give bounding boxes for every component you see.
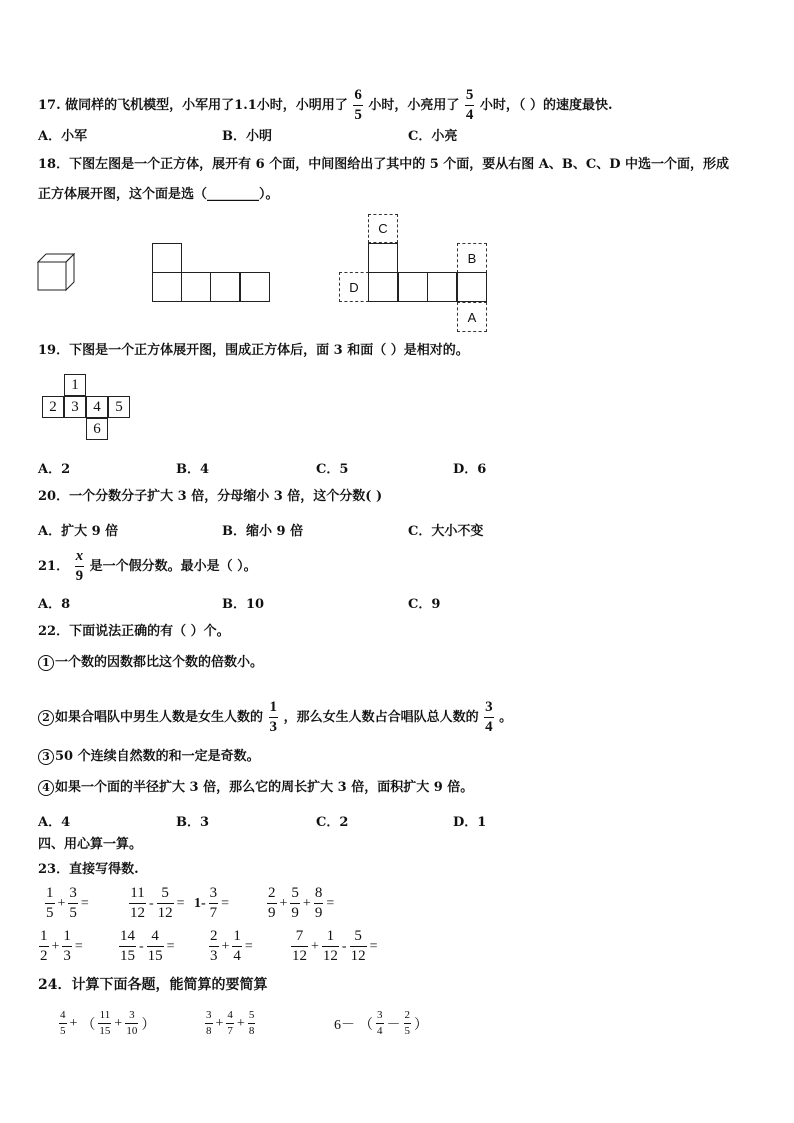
net-face — [368, 272, 398, 302]
q23-expr-7: $\frac{2}{3}$ + $\frac{1}{4}$ = — [210, 928, 253, 964]
face-6: 6 — [86, 418, 108, 440]
section-4-heading: 四、用心算一算。 — [38, 837, 143, 852]
net-face — [152, 272, 182, 302]
q20-stem: 20．一个分数分子扩大 3 倍，分母缩小 3 倍，这个分数( ) — [38, 489, 383, 504]
q24-title: 24．计算下面各题，能简算的要简算 — [38, 977, 268, 993]
statement-marker: 3 — [38, 749, 54, 765]
q22-statement-2: 2 如果合唱队中男生人数是女生人数的 $\frac{1}{3}$ ，那么女生人数占合唱队总人数的 $\frac{3}{4}$ 。 — [38, 700, 512, 735]
q17-fraction-1: $\frac{6}{5}$ — [354, 87, 362, 123]
q17-option-a[interactable]: A．小军 — [38, 129, 88, 144]
statement-marker: 1 — [38, 655, 54, 671]
face-1: 1 — [64, 374, 86, 396]
q17-option-b[interactable]: B．小明 — [222, 129, 272, 144]
net-face — [181, 272, 211, 302]
q18-stem-line1: 18．下图左图是一个正方体，展开有 6 个面，中间图给出了其中的 5 个面，要从右图 A、B、C、D 中选一个面，形成 — [38, 157, 730, 172]
q22-option-c[interactable]: C．2 — [316, 815, 349, 830]
q22-statement-3: 3 50 个连续自然数的和一定是奇数。 — [38, 748, 260, 766]
q22-option-b[interactable]: B．3 — [176, 815, 210, 830]
q19-option-b[interactable]: B．4 — [176, 462, 210, 477]
statement-marker: 2 — [38, 710, 54, 726]
q24-calc-2: $\frac{3}{8}$ + $\frac{4}{7}$ + $\frac{5}{8}$ — [206, 1009, 255, 1037]
q23-expr-5: $\frac{1}{2}$ + $\frac{1}{3}$ = — [40, 928, 83, 964]
q21-number: 21． — [38, 559, 70, 574]
q21-fraction: $\frac{x}{9}$ — [75, 548, 84, 584]
q23-title: 23．直接写得数. — [38, 862, 139, 877]
face-5: 5 — [108, 396, 130, 418]
statement-marker: 4 — [38, 780, 54, 796]
face-3: 3 — [64, 396, 86, 418]
q23-expr-4: $\frac{2}{9}$ + $\frac{5}{9}$ + $\frac{8}{9}$ = — [268, 885, 335, 921]
candidate-face-d[interactable]: D — [339, 272, 369, 302]
candidate-face-c[interactable]: C — [368, 214, 398, 243]
q20-option-a[interactable]: A．扩大 9 倍 — [38, 524, 119, 539]
cube-figure — [36, 252, 78, 294]
q17-stem — [38, 88, 612, 123]
candidate-face-a[interactable]: A — [457, 302, 487, 332]
q21-stem — [38, 549, 257, 584]
q22-stem: 22．下面说法正确的有（ ）个。 — [38, 624, 230, 639]
q17-text-b: 小时，小亮用了 — [368, 98, 460, 113]
q23-expr-3: 1- $\frac{3}{7}$ = — [194, 885, 230, 921]
q23-expr-6: $\frac{14}{15}$ - $\frac{4}{15}$ = — [120, 928, 175, 964]
q23-expr-2: $\frac{11}{12}$ - $\frac{5}{12}$ = — [130, 885, 185, 921]
q21-option-c[interactable]: C．9 — [408, 597, 441, 612]
q22-option-a[interactable]: A．4 — [38, 815, 71, 830]
face-2: 2 — [42, 396, 64, 418]
candidate-face-b[interactable]: B — [457, 243, 487, 273]
q24-calc-3: 6－ （ $\frac{3}{4}$ － $\frac{2}{5}$ ） — [334, 1009, 428, 1037]
q23-expr-8: $\frac{7}{12}$ + $\frac{1}{12}$ - $\frac{5}{12}$ = — [292, 928, 378, 964]
q20-option-b[interactable]: B．缩小 9 倍 — [222, 524, 304, 539]
q22-option-d[interactable]: D．1 — [453, 815, 487, 830]
q17-text-c: 小时，（ ）的速度最快. — [479, 98, 613, 113]
net-face — [210, 272, 240, 302]
q19-option-a[interactable]: A．2 — [38, 462, 71, 477]
q21-option-b[interactable]: B．10 — [222, 597, 265, 612]
q23-expr-1: $\frac{1}{5}$ + $\frac{3}{5}$ = — [46, 885, 89, 921]
q22-statement-1: 1 一个数的因数都比这个数的倍数小。 — [38, 654, 263, 672]
q20-option-c[interactable]: C．大小不变 — [408, 524, 484, 539]
net-face — [240, 272, 270, 302]
net-face — [398, 272, 428, 302]
q22-fraction-2: $\frac{3}{4}$ — [485, 699, 493, 735]
q21-text: 是一个假分数。最小是（ ）。 — [89, 559, 257, 574]
net-face — [152, 243, 182, 273]
net-face — [427, 272, 457, 302]
q17-number: 17. — [38, 98, 61, 113]
q17-text-a: 做同样的飞机模型，小军用了1.1小时，小明用了 — [65, 98, 348, 113]
q24-calc-1: $\frac{4}{5}$ + （ $\frac{11}{15}$ + $\frac{3}{10}$ ） — [60, 1009, 156, 1037]
q22-fraction-1: $\frac{1}{3}$ — [269, 699, 278, 735]
q19-stem: 19．下图是一个正方体展开图，围成正方体后，面 3 和面（ ）是相对的。 — [38, 343, 469, 358]
net-face — [368, 243, 398, 273]
face-4: 4 — [86, 396, 108, 418]
q18-stem-line2: 正方体展开图，这个面是选（________）。 — [38, 187, 279, 202]
q17-option-c[interactable]: C．小亮 — [408, 129, 458, 144]
q22-statement-4: 4 如果一个面的半径扩大 3 倍，那么它的周长扩大 3 倍，面积扩大 9 倍。 — [38, 779, 473, 797]
net-face — [457, 272, 487, 302]
q19-option-c[interactable]: C．5 — [316, 462, 349, 477]
q17-fraction-2: $\frac{5}{4}$ — [465, 87, 474, 123]
q19-option-d[interactable]: D．6 — [453, 462, 487, 477]
q21-option-a[interactable]: A．8 — [38, 597, 71, 612]
